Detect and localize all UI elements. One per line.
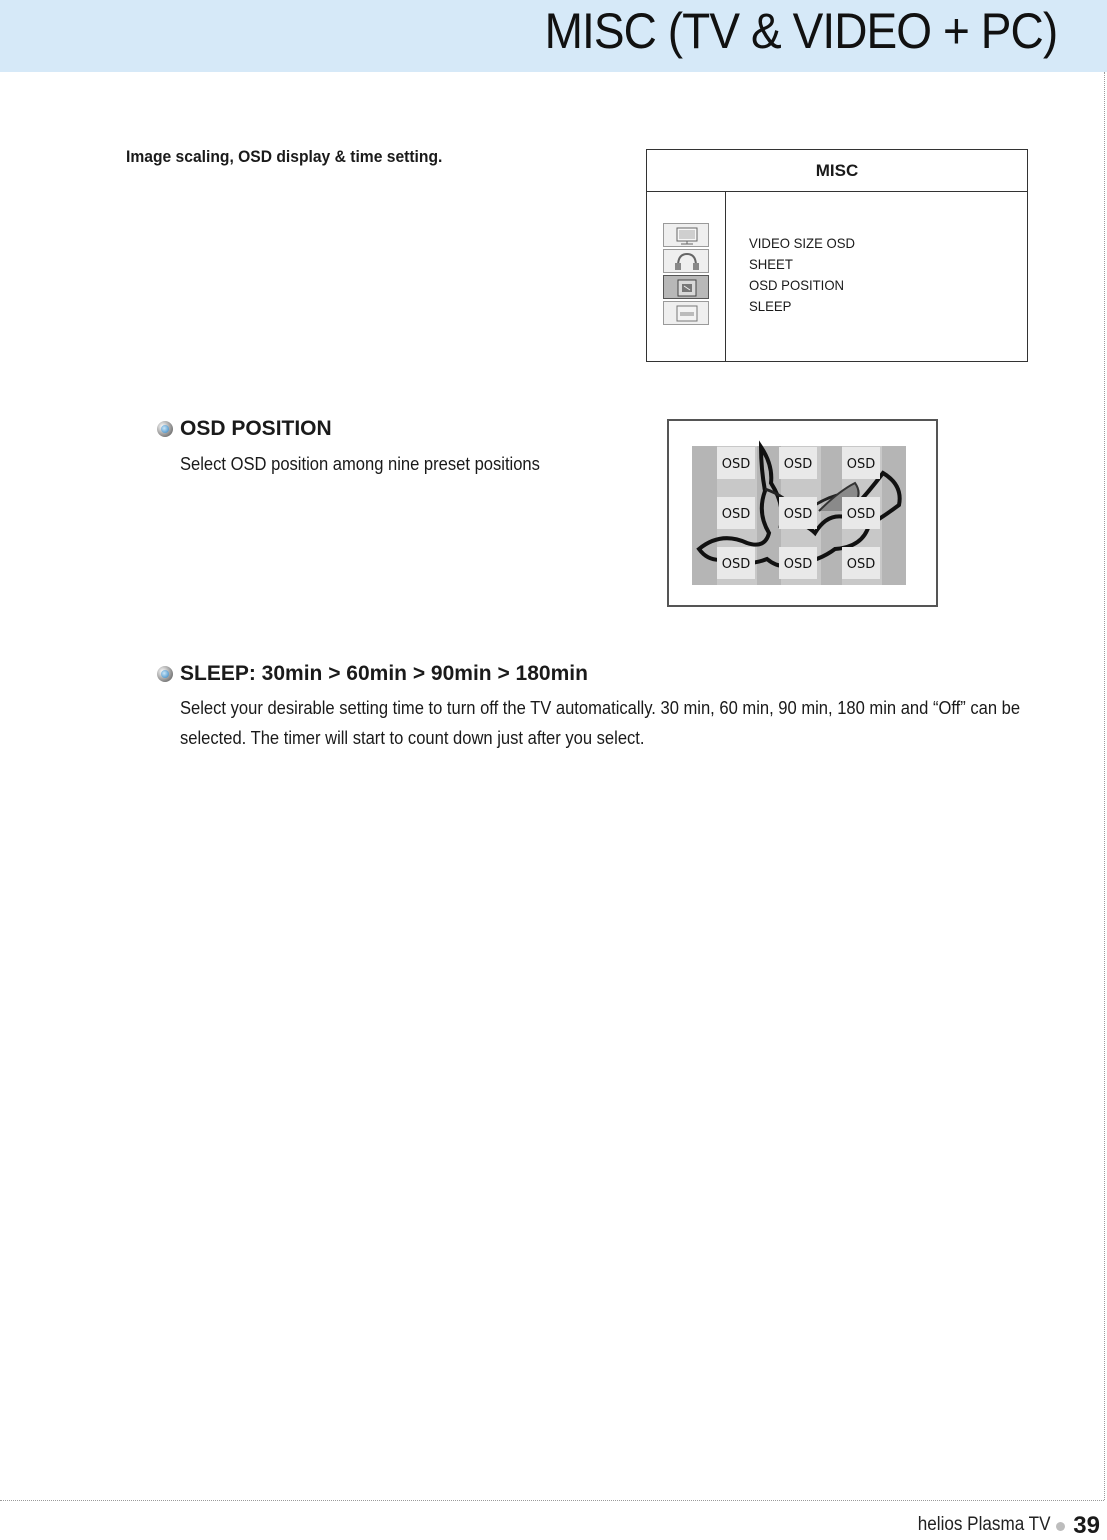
osd-position-label: [717, 547, 755, 579]
osd-position-body: Select OSD position among nine preset positions: [180, 454, 540, 474]
headphones-icon: [663, 249, 709, 273]
osd-position-heading: OSD POSITION: [180, 417, 332, 440]
page-footer: [903, 1512, 1100, 1540]
misc-settings-icon: [663, 275, 709, 299]
menu-item-video-size-osd[interactable]: VIDEO SIZE OSD: [749, 235, 856, 251]
intro-text: Image scaling, OSD display & time setting.: [126, 147, 443, 166]
tv-screen-icon: [663, 223, 709, 247]
footer-brand: helios Plasma TV: [917, 1514, 1051, 1536]
footer-rule: [0, 1500, 1104, 1501]
osd-position-label: [842, 447, 880, 479]
menu-item-sleep[interactable]: SLEEP: [749, 298, 792, 314]
bullet-icon: [157, 666, 173, 682]
svg-text:OSD: OSD: [783, 457, 813, 472]
bullet-icon: [157, 421, 173, 437]
monitor-icon: [663, 301, 709, 325]
svg-text:OSD: OSD: [721, 507, 751, 522]
misc-menu-panel: [646, 149, 1028, 362]
svg-text:OSD: OSD: [721, 557, 751, 572]
sleep-heading: SLEEP: 30min > 60min > 90min > 180min: [180, 662, 588, 685]
menu-item-sheet[interactable]: SHEET: [749, 256, 793, 272]
osd-position-label: [779, 447, 817, 479]
osd-position-label: [779, 547, 817, 579]
osd-label-grid: [669, 421, 936, 605]
page-title: MISC (TV & VIDEO + PC): [544, 3, 1057, 59]
osd-position-label: [779, 497, 817, 529]
svg-text:OSD: OSD: [783, 557, 813, 572]
svg-text:OSD: OSD: [846, 457, 876, 472]
menu-item-osd-position[interactable]: OSD POSITION: [749, 277, 845, 293]
page-number: 39: [1073, 1512, 1100, 1539]
osd-position-illustration: [667, 419, 938, 607]
misc-menu-list: [749, 233, 855, 317]
svg-text:OSD: OSD: [846, 557, 876, 572]
osd-position-label: [717, 447, 755, 479]
misc-panel-title: MISC: [647, 150, 1027, 192]
misc-icon-column: [647, 191, 726, 361]
sleep-body: Select your desirable setting time to turn off the TV automatically. 30 min, 60 min, 90 min, 180 min and “Off” can be selected. The timer will start to count down just after you select.: [180, 698, 1021, 748]
osd-position-label: [717, 497, 755, 529]
footer-dot-icon: [1056, 1522, 1065, 1531]
svg-text:OSD: OSD: [783, 507, 813, 522]
osd-position-label: [842, 547, 880, 579]
svg-text:OSD: OSD: [846, 507, 876, 522]
right-margin-rule: [1104, 72, 1105, 1500]
svg-text:OSD: OSD: [721, 457, 751, 472]
osd-position-label: [842, 497, 880, 529]
